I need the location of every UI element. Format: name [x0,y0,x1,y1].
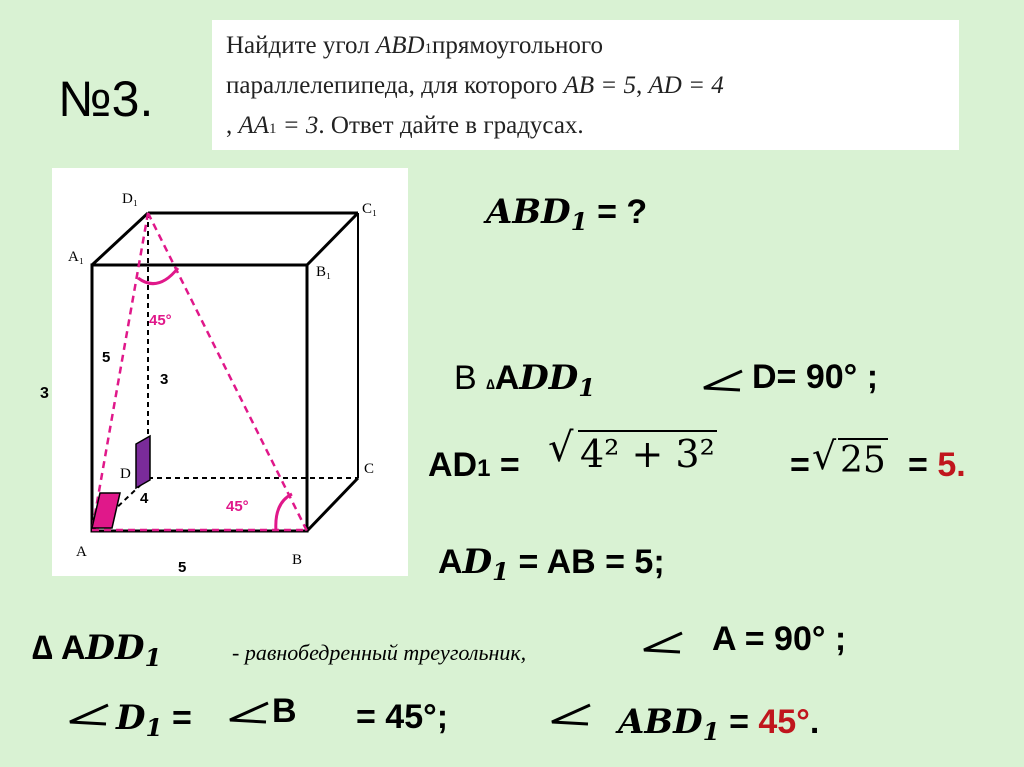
label-angle-top: 45° [149,312,172,329]
edge-b1c1 [307,213,358,265]
label-edge-5: 5 [102,349,111,366]
solution-line-6-b: B [272,692,297,730]
label-a1: A₁ [68,249,85,265]
solution-line-5: ∆ $ADD_1$ [32,628,162,672]
label-d1: D₁ [122,191,139,207]
radicand-1: 4² + 3² [580,432,715,476]
solution-line-6-eq: = 45°; [356,698,449,736]
solution-line-6-d1: $D_1$ = [116,698,192,742]
solution-line-5-rhs: A = 90° ; [712,620,847,658]
problem-number: №3. [58,71,154,127]
angle-icon [548,702,594,728]
right-angle-marker-d [136,436,150,488]
angle-arc-d1 [138,268,178,284]
angle-icon [640,630,686,656]
task-line-3: , AA1 = 3. Ответ дайте в градусах. [226,112,584,139]
edge-a1d1 [92,213,148,265]
right-angle-marker-a [92,493,120,528]
solution-line-3-mid: = [790,446,810,484]
solution-line-6-answer: $ABD_1 = 45^\circ$. [618,702,820,746]
parallelepiped-diagram [52,168,408,576]
front-face [92,265,307,531]
solution-line-2: В $\Delta ADD_1$ [454,358,596,402]
solution-line-3: AD1 = [428,446,520,484]
label-a: A [76,544,87,560]
angle-icon [700,368,746,394]
angle-arc-b [276,494,292,531]
label-ab-5: 5 [178,559,187,576]
label-height-3: 3 [160,371,169,388]
label-angle-b: 45° [226,498,249,515]
label-ad-4: 4 [140,490,149,507]
task-line-2: параллелепипеда, для которого AB = 5, AD = 4 [226,72,724,99]
sqrt-sign-1: √ [548,425,574,471]
solution-line-4: $AD_1$ = AB = 5; [438,542,665,586]
isosceles-note: - равнобедренный треугольник, [232,640,527,665]
solution-line-3-end: = 5. [908,446,966,484]
sqrt-sign-2: √ [812,434,837,478]
task-line-1: Найдите угол ABD1прямоугольного [226,32,603,59]
solution-line-1: $ABD_1$ = ? [486,192,648,236]
label-b1: B₁ [316,264,332,280]
segment-d1b [148,213,307,531]
edge-bc [307,478,358,531]
label-c: C [364,461,375,477]
angle-icon [66,702,112,728]
angle-icon [226,700,272,726]
label-c1: C₁ [362,201,378,217]
label-d: D [120,466,131,482]
radicand-2: 25 [840,440,886,481]
label-left-3: 3 [40,385,49,402]
parallelepiped-figure [52,168,408,576]
solution-line-2-rhs: D= 90° ; [752,358,879,396]
label-b: B [292,552,303,568]
task-statement [212,20,959,150]
